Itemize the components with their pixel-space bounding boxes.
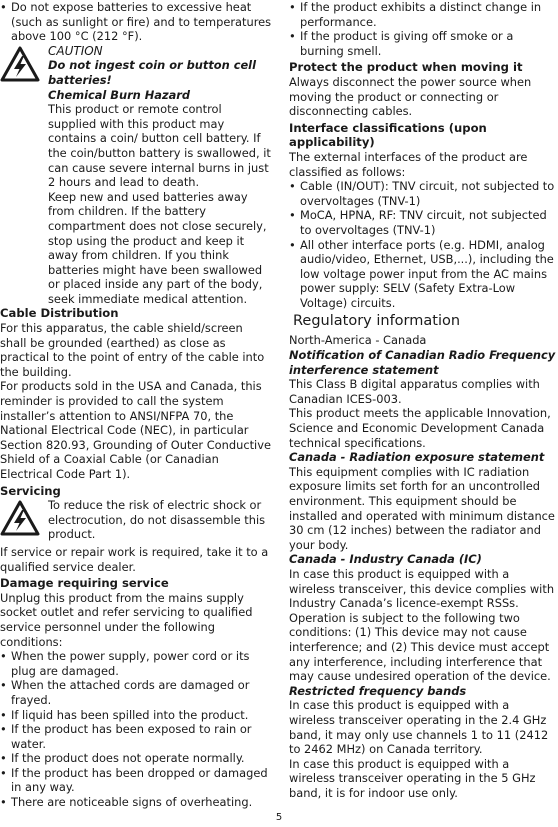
caution-hazard: Chemical Burn Hazard	[48, 87, 191, 102]
servicing-warning-block	[0, 498, 272, 542]
list-item: • MoCA, HPNA, RF: TNV circuit, not subjected to overvoltages (TNV-1)	[289, 208, 557, 237]
list-item: • If the product has been exposed to rain or water.	[0, 722, 272, 751]
industry-canada-title: Canada - Industry Canada (IC)	[289, 552, 482, 567]
list-item: • If liquid has been spilled into the product.	[0, 708, 272, 723]
caution-block	[0, 44, 272, 307]
notification-para-1: This Class B digital apparatus complies with Canadian ICES-003.	[289, 377, 540, 406]
cable-para-1: For this apparatus, the cable shield/screen shall be grounded (earthed) as close as practical to the point of entry of the cable into the building.	[0, 321, 265, 379]
list-item: • When the power supply, power cord or its plug are damaged.	[0, 649, 272, 678]
servicing-warning: To reduce the risk of electric shock or electrocution, do not disassemble this product.	[48, 498, 266, 542]
bullet-heat: • Do not expose batteries to excessive heat (such as sunlight or fire) and to temperatures above 100 °C (212 °F).	[0, 0, 272, 44]
cable-para-2: For products sold in the USA and Canada, this reminder is provided to call the system installer’s attention to ANSI/NFPA 70, the National Electrical Code (NEC), in particular Section 820.93, Grounding of Outer Conductive Shield of a Coaxial Cable (or Canadian Electrical Code Part 1).	[0, 379, 271, 481]
warning-icon	[0, 46, 40, 82]
list-item: • There are noticeable signs of overheating.	[0, 795, 272, 810]
page-number: 5	[275, 812, 283, 823]
frequency-para-1: In case this product is equipped with a wireless transceiver operating in the 2.4 GHz band, it may only use channels 1 to 11 (2412 to 2462 MHz) on Canada territory.	[289, 698, 549, 757]
industry-canada-para: In case this product is equipped with a wireless transceiver, this device complies with Industry Canada’s licence-exempt RSSs. Operation is subject to the following two conditions: (1) This device may not cause interference; and (2) This device must accept any interference, including interference that may cause undesired operation of the device.	[289, 566, 555, 684]
list-item: • If the product does not operate normally.	[0, 751, 272, 766]
radiation-title: Canada - Radiation exposure statement	[289, 450, 545, 465]
region-label: North-America - Canada	[289, 333, 427, 348]
notification-para-2: This product meets the applicable Innovation, Science and Economic Development Canada technical specifications.	[289, 406, 551, 450]
caution-subtitle: Do not ingest coin or button cell batteries!	[48, 58, 256, 87]
caution-para-1: This product or remote control supplied with this product may contains a coin/ button cell battery. If the coin/button battery is swallowed, it can cause severe internal burns in just 2 hours and lead to death.	[48, 102, 271, 190]
moving-heading: Protect the product when moving it	[289, 60, 523, 75]
radiation-para: This equipment complies with IC radiation exposure limits set forth for an uncontrolled environment. This equipment should be installed and operated with minimum distance 30 cm (12 inches) between the radiator and your body.	[289, 464, 555, 552]
cable-heading: Cable Distribution	[0, 306, 119, 321]
left-column	[0, 0, 272, 810]
frequency-title: Restricted frequency bands	[289, 683, 467, 698]
warning-icon	[0, 500, 40, 536]
servicing-para: If service or repair work is required, take it to a qualified service dealer.	[0, 544, 269, 574]
list-item: • Cable (IN/OUT): TNV circuit, not subjected to overvoltages (TNV-1)	[289, 179, 557, 208]
moving-para: Always disconnect the power source when moving the product or connecting or disconnecting cables.	[289, 74, 532, 119]
notification-title: Notification of Canadian Radio Frequency interference statement	[289, 348, 556, 377]
list-item: • When the attached cords are damaged or frayed.	[0, 678, 272, 707]
list-item: • All other interface ports (e.g. HDMI, analog audio/video, Ethernet, USB,...), including the low voltage power input from the AC mains power supply: SELV (Safety Extra-Low Voltage) circuits.	[289, 238, 557, 311]
caution-title: CAUTION	[48, 43, 103, 58]
list-item: • If the product is giving off smoke or a burning smell.	[289, 29, 557, 58]
interface-intro: The external interfaces of the product are classified as follows:	[289, 149, 528, 179]
right-column	[289, 0, 557, 800]
interface-heading: Interface classifications (upon applicability)	[289, 120, 487, 150]
damage-intro: Unplug this product from the mains supply socket outlet and refer servicing to qualified service personnel under the following conditions:	[0, 590, 253, 649]
caution-para-2: Keep new and used batteries away from children. If the battery compartment does not close securely, stop using the product and keep it away from children. If you think batteries might have been swallowed or placed inside any part of the body, seek immediate medical attention.	[48, 189, 267, 306]
list-item: • If the product has been dropped or damaged in any way.	[0, 766, 272, 795]
servicing-heading: Servicing	[0, 483, 61, 498]
regulatory-heading: Regulatory information	[293, 313, 461, 330]
list-item: • If the product exhibits a distinct change in performance.	[289, 0, 557, 29]
frequency-para-2: In case this product is equipped with a wireless transceiver operating in the 5 GHz band, it is for indoor use only.	[289, 756, 536, 800]
damage-heading: Damage requiring service	[0, 576, 169, 591]
